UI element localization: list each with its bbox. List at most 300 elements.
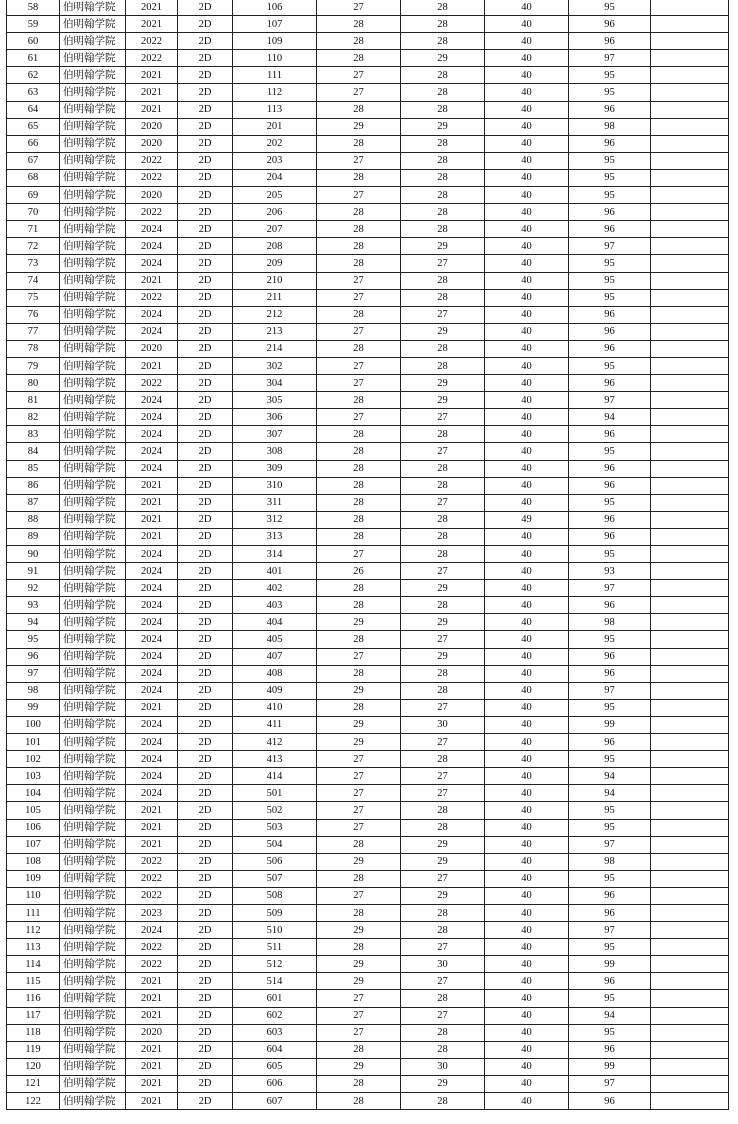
extra-cell bbox=[651, 118, 729, 135]
table-row bbox=[7, 922, 729, 939]
type-cell: 2D bbox=[178, 853, 233, 870]
score-b-cell: 28 bbox=[401, 1093, 485, 1110]
room-cell: 603 bbox=[233, 1024, 317, 1041]
room-cell: 202 bbox=[233, 135, 317, 152]
room-cell: 201 bbox=[233, 118, 317, 135]
year-cell: 2022 bbox=[126, 870, 178, 887]
total-cell: 95 bbox=[569, 84, 651, 101]
extra-cell bbox=[651, 221, 729, 238]
total-cell: 98 bbox=[569, 614, 651, 631]
extra-cell bbox=[651, 904, 729, 921]
score-b-cell: 28 bbox=[401, 922, 485, 939]
row-number-cell: 59 bbox=[7, 16, 60, 33]
table-row bbox=[7, 289, 729, 306]
room-cell: 308 bbox=[233, 443, 317, 460]
score-a-cell: 28 bbox=[317, 50, 401, 67]
table-row bbox=[7, 528, 729, 545]
table-row bbox=[7, 1041, 729, 1058]
table-row bbox=[7, 426, 729, 443]
score-b-cell: 29 bbox=[401, 375, 485, 392]
score-c-cell: 40 bbox=[485, 50, 569, 67]
school-cell: 伯明翰学院 bbox=[60, 922, 126, 939]
total-cell: 99 bbox=[569, 1058, 651, 1075]
year-cell: 2024 bbox=[126, 665, 178, 682]
score-b-cell: 27 bbox=[401, 494, 485, 511]
room-cell: 304 bbox=[233, 375, 317, 392]
score-c-cell: 40 bbox=[485, 819, 569, 836]
score-a-cell: 29 bbox=[317, 853, 401, 870]
row-number-cell: 111 bbox=[7, 904, 60, 921]
year-cell: 2021 bbox=[126, 16, 178, 33]
year-cell: 2024 bbox=[126, 255, 178, 272]
extra-cell bbox=[651, 392, 729, 409]
table-row bbox=[7, 699, 729, 716]
score-c-cell: 40 bbox=[485, 101, 569, 118]
score-b-cell: 28 bbox=[401, 990, 485, 1007]
school-cell: 伯明翰学院 bbox=[60, 836, 126, 853]
score-b-cell: 27 bbox=[401, 768, 485, 785]
row-number-cell: 80 bbox=[7, 375, 60, 392]
room-cell: 203 bbox=[233, 152, 317, 169]
room-cell: 403 bbox=[233, 597, 317, 614]
total-cell: 95 bbox=[569, 939, 651, 956]
extra-cell bbox=[651, 853, 729, 870]
score-a-cell: 26 bbox=[317, 563, 401, 580]
type-cell: 2D bbox=[178, 272, 233, 289]
score-a-cell: 27 bbox=[317, 67, 401, 84]
score-a-cell: 29 bbox=[317, 956, 401, 973]
total-cell: 95 bbox=[569, 169, 651, 186]
score-c-cell: 40 bbox=[485, 785, 569, 802]
table-row bbox=[7, 357, 729, 374]
score-b-cell: 28 bbox=[401, 1041, 485, 1058]
type-cell: 2D bbox=[178, 802, 233, 819]
row-number-cell: 67 bbox=[7, 152, 60, 169]
total-cell: 95 bbox=[569, 152, 651, 169]
score-c-cell: 40 bbox=[485, 323, 569, 340]
score-b-cell: 28 bbox=[401, 477, 485, 494]
score-a-cell: 27 bbox=[317, 272, 401, 289]
total-cell: 97 bbox=[569, 836, 651, 853]
score-b-cell: 28 bbox=[401, 802, 485, 819]
year-cell: 2021 bbox=[126, 477, 178, 494]
score-c-cell: 40 bbox=[485, 169, 569, 186]
year-cell: 2024 bbox=[126, 648, 178, 665]
row-number-cell: 78 bbox=[7, 340, 60, 357]
score-c-cell: 40 bbox=[485, 409, 569, 426]
school-cell: 伯明翰学院 bbox=[60, 426, 126, 443]
row-number-cell: 58 bbox=[7, 0, 60, 16]
row-number-cell: 63 bbox=[7, 84, 60, 101]
table-row bbox=[7, 836, 729, 853]
room-cell: 306 bbox=[233, 409, 317, 426]
school-cell: 伯明翰学院 bbox=[60, 50, 126, 67]
school-cell: 伯明翰学院 bbox=[60, 785, 126, 802]
score-c-cell: 40 bbox=[485, 802, 569, 819]
extra-cell bbox=[651, 135, 729, 152]
room-cell: 601 bbox=[233, 990, 317, 1007]
score-b-cell: 27 bbox=[401, 973, 485, 990]
school-cell: 伯明翰学院 bbox=[60, 306, 126, 323]
score-c-cell: 40 bbox=[485, 973, 569, 990]
score-b-cell: 28 bbox=[401, 751, 485, 768]
year-cell: 2020 bbox=[126, 187, 178, 204]
extra-cell bbox=[651, 204, 729, 221]
score-b-cell: 27 bbox=[401, 306, 485, 323]
type-cell: 2D bbox=[178, 922, 233, 939]
score-b-cell: 28 bbox=[401, 511, 485, 528]
table-row bbox=[7, 238, 729, 255]
year-cell: 2020 bbox=[126, 1024, 178, 1041]
type-cell: 2D bbox=[178, 870, 233, 887]
row-number-cell: 62 bbox=[7, 67, 60, 84]
total-cell: 97 bbox=[569, 922, 651, 939]
school-cell: 伯明翰学院 bbox=[60, 33, 126, 50]
score-a-cell: 27 bbox=[317, 1024, 401, 1041]
table-row bbox=[7, 1024, 729, 1041]
extra-cell bbox=[651, 682, 729, 699]
row-number-cell: 98 bbox=[7, 682, 60, 699]
score-a-cell: 28 bbox=[317, 1075, 401, 1092]
total-cell: 96 bbox=[569, 426, 651, 443]
type-cell: 2D bbox=[178, 887, 233, 904]
table-row bbox=[7, 563, 729, 580]
year-cell: 2022 bbox=[126, 289, 178, 306]
table-row bbox=[7, 870, 729, 887]
total-cell: 99 bbox=[569, 956, 651, 973]
score-a-cell: 29 bbox=[317, 716, 401, 733]
school-cell: 伯明翰学院 bbox=[60, 699, 126, 716]
score-c-cell: 40 bbox=[485, 682, 569, 699]
table-row bbox=[7, 204, 729, 221]
year-cell: 2024 bbox=[126, 922, 178, 939]
score-a-cell: 27 bbox=[317, 768, 401, 785]
extra-cell bbox=[651, 665, 729, 682]
score-a-cell: 28 bbox=[317, 221, 401, 238]
extra-cell bbox=[651, 289, 729, 306]
score-c-cell: 40 bbox=[485, 357, 569, 374]
score-b-cell: 28 bbox=[401, 819, 485, 836]
year-cell: 2022 bbox=[126, 956, 178, 973]
extra-cell bbox=[651, 631, 729, 648]
type-cell: 2D bbox=[178, 648, 233, 665]
score-b-cell: 29 bbox=[401, 836, 485, 853]
score-b-cell: 29 bbox=[401, 580, 485, 597]
total-cell: 95 bbox=[569, 187, 651, 204]
score-c-cell: 40 bbox=[485, 768, 569, 785]
type-cell: 2D bbox=[178, 409, 233, 426]
year-cell: 2022 bbox=[126, 33, 178, 50]
score-b-cell: 29 bbox=[401, 118, 485, 135]
school-cell: 伯明翰学院 bbox=[60, 682, 126, 699]
row-number-cell: 105 bbox=[7, 802, 60, 819]
year-cell: 2024 bbox=[126, 682, 178, 699]
score-b-cell: 28 bbox=[401, 204, 485, 221]
table-row bbox=[7, 768, 729, 785]
table-row bbox=[7, 546, 729, 563]
score-b-cell: 28 bbox=[401, 84, 485, 101]
school-cell: 伯明翰学院 bbox=[60, 870, 126, 887]
row-number-cell: 100 bbox=[7, 716, 60, 733]
score-a-cell: 28 bbox=[317, 392, 401, 409]
type-cell: 2D bbox=[178, 1058, 233, 1075]
room-cell: 409 bbox=[233, 682, 317, 699]
year-cell: 2021 bbox=[126, 511, 178, 528]
extra-cell bbox=[651, 1024, 729, 1041]
room-cell: 514 bbox=[233, 973, 317, 990]
row-number-cell: 65 bbox=[7, 118, 60, 135]
score-c-cell: 40 bbox=[485, 990, 569, 1007]
table-row bbox=[7, 614, 729, 631]
room-cell: 211 bbox=[233, 289, 317, 306]
score-b-cell: 29 bbox=[401, 614, 485, 631]
score-a-cell: 27 bbox=[317, 819, 401, 836]
total-cell: 95 bbox=[569, 67, 651, 84]
room-cell: 307 bbox=[233, 426, 317, 443]
room-cell: 305 bbox=[233, 392, 317, 409]
total-cell: 95 bbox=[569, 819, 651, 836]
type-cell: 2D bbox=[178, 494, 233, 511]
score-b-cell: 28 bbox=[401, 152, 485, 169]
table-row bbox=[7, 0, 729, 16]
table-row bbox=[7, 392, 729, 409]
type-cell: 2D bbox=[178, 751, 233, 768]
school-cell: 伯明翰学院 bbox=[60, 597, 126, 614]
school-cell: 伯明翰学院 bbox=[60, 580, 126, 597]
school-cell: 伯明翰学院 bbox=[60, 0, 126, 16]
row-number-cell: 120 bbox=[7, 1058, 60, 1075]
year-cell: 2024 bbox=[126, 614, 178, 631]
school-cell: 伯明翰学院 bbox=[60, 221, 126, 238]
total-cell: 98 bbox=[569, 853, 651, 870]
total-cell: 96 bbox=[569, 1041, 651, 1058]
score-c-cell: 40 bbox=[485, 67, 569, 84]
score-c-cell: 40 bbox=[485, 887, 569, 904]
extra-cell bbox=[651, 648, 729, 665]
score-c-cell: 40 bbox=[485, 187, 569, 204]
table-row bbox=[7, 272, 729, 289]
type-cell: 2D bbox=[178, 1075, 233, 1092]
room-cell: 204 bbox=[233, 169, 317, 186]
school-cell: 伯明翰学院 bbox=[60, 1093, 126, 1110]
year-cell: 2022 bbox=[126, 375, 178, 392]
score-c-cell: 40 bbox=[485, 426, 569, 443]
total-cell: 97 bbox=[569, 238, 651, 255]
score-b-cell: 27 bbox=[401, 443, 485, 460]
year-cell: 2021 bbox=[126, 67, 178, 84]
score-b-cell: 28 bbox=[401, 289, 485, 306]
score-c-cell: 40 bbox=[485, 204, 569, 221]
score-a-cell: 28 bbox=[317, 631, 401, 648]
total-cell: 96 bbox=[569, 306, 651, 323]
total-cell: 96 bbox=[569, 375, 651, 392]
table-body bbox=[7, 0, 729, 1110]
score-c-cell: 40 bbox=[485, 631, 569, 648]
table-row bbox=[7, 819, 729, 836]
score-b-cell: 27 bbox=[401, 255, 485, 272]
year-cell: 2024 bbox=[126, 460, 178, 477]
score-a-cell: 28 bbox=[317, 238, 401, 255]
row-number-cell: 90 bbox=[7, 546, 60, 563]
extra-cell bbox=[651, 716, 729, 733]
type-cell: 2D bbox=[178, 597, 233, 614]
extra-cell bbox=[651, 477, 729, 494]
row-number-cell: 112 bbox=[7, 922, 60, 939]
type-cell: 2D bbox=[178, 323, 233, 340]
score-c-cell: 40 bbox=[485, 546, 569, 563]
type-cell: 2D bbox=[178, 580, 233, 597]
total-cell: 97 bbox=[569, 1075, 651, 1092]
school-cell: 伯明翰学院 bbox=[60, 973, 126, 990]
row-number-cell: 61 bbox=[7, 50, 60, 67]
total-cell: 96 bbox=[569, 101, 651, 118]
score-a-cell: 27 bbox=[317, 409, 401, 426]
score-c-cell: 40 bbox=[485, 1024, 569, 1041]
total-cell: 95 bbox=[569, 631, 651, 648]
score-b-cell: 27 bbox=[401, 939, 485, 956]
year-cell: 2024 bbox=[126, 323, 178, 340]
score-b-cell: 28 bbox=[401, 272, 485, 289]
school-cell: 伯明翰学院 bbox=[60, 238, 126, 255]
year-cell: 2024 bbox=[126, 426, 178, 443]
extra-cell bbox=[651, 990, 729, 1007]
row-number-cell: 77 bbox=[7, 323, 60, 340]
score-a-cell: 28 bbox=[317, 101, 401, 118]
score-c-cell: 40 bbox=[485, 340, 569, 357]
table-row bbox=[7, 494, 729, 511]
row-number-cell: 60 bbox=[7, 33, 60, 50]
room-cell: 501 bbox=[233, 785, 317, 802]
room-cell: 507 bbox=[233, 870, 317, 887]
score-a-cell: 29 bbox=[317, 922, 401, 939]
score-c-cell: 40 bbox=[485, 853, 569, 870]
total-cell: 96 bbox=[569, 511, 651, 528]
year-cell: 2021 bbox=[126, 973, 178, 990]
table-row bbox=[7, 511, 729, 528]
score-a-cell: 28 bbox=[317, 169, 401, 186]
school-cell: 伯明翰学院 bbox=[60, 904, 126, 921]
room-cell: 504 bbox=[233, 836, 317, 853]
score-a-cell: 27 bbox=[317, 887, 401, 904]
row-number-cell: 115 bbox=[7, 973, 60, 990]
table-row bbox=[7, 101, 729, 118]
score-b-cell: 29 bbox=[401, 853, 485, 870]
room-cell: 405 bbox=[233, 631, 317, 648]
score-b-cell: 28 bbox=[401, 169, 485, 186]
score-b-cell: 30 bbox=[401, 956, 485, 973]
row-number-cell: 94 bbox=[7, 614, 60, 631]
score-b-cell: 28 bbox=[401, 357, 485, 374]
total-cell: 95 bbox=[569, 255, 651, 272]
type-cell: 2D bbox=[178, 785, 233, 802]
room-cell: 210 bbox=[233, 272, 317, 289]
score-a-cell: 28 bbox=[317, 494, 401, 511]
row-number-cell: 97 bbox=[7, 665, 60, 682]
school-cell: 伯明翰学院 bbox=[60, 768, 126, 785]
room-cell: 208 bbox=[233, 238, 317, 255]
room-cell: 408 bbox=[233, 665, 317, 682]
score-a-cell: 28 bbox=[317, 836, 401, 853]
year-cell: 2021 bbox=[126, 1041, 178, 1058]
extra-cell bbox=[651, 785, 729, 802]
total-cell: 94 bbox=[569, 1007, 651, 1024]
score-c-cell: 40 bbox=[485, 392, 569, 409]
total-cell: 96 bbox=[569, 33, 651, 50]
extra-cell bbox=[651, 546, 729, 563]
extra-cell bbox=[651, 1007, 729, 1024]
extra-cell bbox=[651, 357, 729, 374]
year-cell: 2024 bbox=[126, 716, 178, 733]
extra-cell bbox=[651, 956, 729, 973]
school-cell: 伯明翰学院 bbox=[60, 802, 126, 819]
score-a-cell: 27 bbox=[317, 375, 401, 392]
school-cell: 伯明翰学院 bbox=[60, 101, 126, 118]
type-cell: 2D bbox=[178, 990, 233, 1007]
score-a-cell: 28 bbox=[317, 255, 401, 272]
total-cell: 93 bbox=[569, 563, 651, 580]
row-number-cell: 85 bbox=[7, 460, 60, 477]
score-c-cell: 40 bbox=[485, 84, 569, 101]
table-row bbox=[7, 1007, 729, 1024]
score-a-cell: 28 bbox=[317, 665, 401, 682]
score-c-cell: 40 bbox=[485, 0, 569, 16]
row-number-cell: 81 bbox=[7, 392, 60, 409]
type-cell: 2D bbox=[178, 238, 233, 255]
year-cell: 2024 bbox=[126, 306, 178, 323]
extra-cell bbox=[651, 67, 729, 84]
room-cell: 605 bbox=[233, 1058, 317, 1075]
room-cell: 401 bbox=[233, 563, 317, 580]
score-a-cell: 28 bbox=[317, 306, 401, 323]
extra-cell bbox=[651, 460, 729, 477]
year-cell: 2021 bbox=[126, 0, 178, 16]
score-b-cell: 28 bbox=[401, 426, 485, 443]
extra-cell bbox=[651, 870, 729, 887]
table-row bbox=[7, 597, 729, 614]
row-number-cell: 114 bbox=[7, 956, 60, 973]
extra-cell bbox=[651, 323, 729, 340]
row-number-cell: 118 bbox=[7, 1024, 60, 1041]
school-cell: 伯明翰学院 bbox=[60, 819, 126, 836]
room-cell: 509 bbox=[233, 904, 317, 921]
table-row bbox=[7, 84, 729, 101]
room-cell: 412 bbox=[233, 734, 317, 751]
row-number-cell: 83 bbox=[7, 426, 60, 443]
score-b-cell: 28 bbox=[401, 101, 485, 118]
score-a-cell: 28 bbox=[317, 597, 401, 614]
type-cell: 2D bbox=[178, 289, 233, 306]
room-cell: 602 bbox=[233, 1007, 317, 1024]
room-cell: 607 bbox=[233, 1093, 317, 1110]
score-c-cell: 40 bbox=[485, 255, 569, 272]
year-cell: 2021 bbox=[126, 836, 178, 853]
type-cell: 2D bbox=[178, 187, 233, 204]
score-c-cell: 40 bbox=[485, 289, 569, 306]
score-b-cell: 30 bbox=[401, 1058, 485, 1075]
type-cell: 2D bbox=[178, 101, 233, 118]
room-cell: 510 bbox=[233, 922, 317, 939]
extra-cell bbox=[651, 16, 729, 33]
row-number-cell: 84 bbox=[7, 443, 60, 460]
school-cell: 伯明翰学院 bbox=[60, 135, 126, 152]
row-number-cell: 96 bbox=[7, 648, 60, 665]
room-cell: 302 bbox=[233, 357, 317, 374]
score-b-cell: 27 bbox=[401, 870, 485, 887]
score-a-cell: 29 bbox=[317, 118, 401, 135]
type-cell: 2D bbox=[178, 956, 233, 973]
type-cell: 2D bbox=[178, 836, 233, 853]
year-cell: 2021 bbox=[126, 494, 178, 511]
